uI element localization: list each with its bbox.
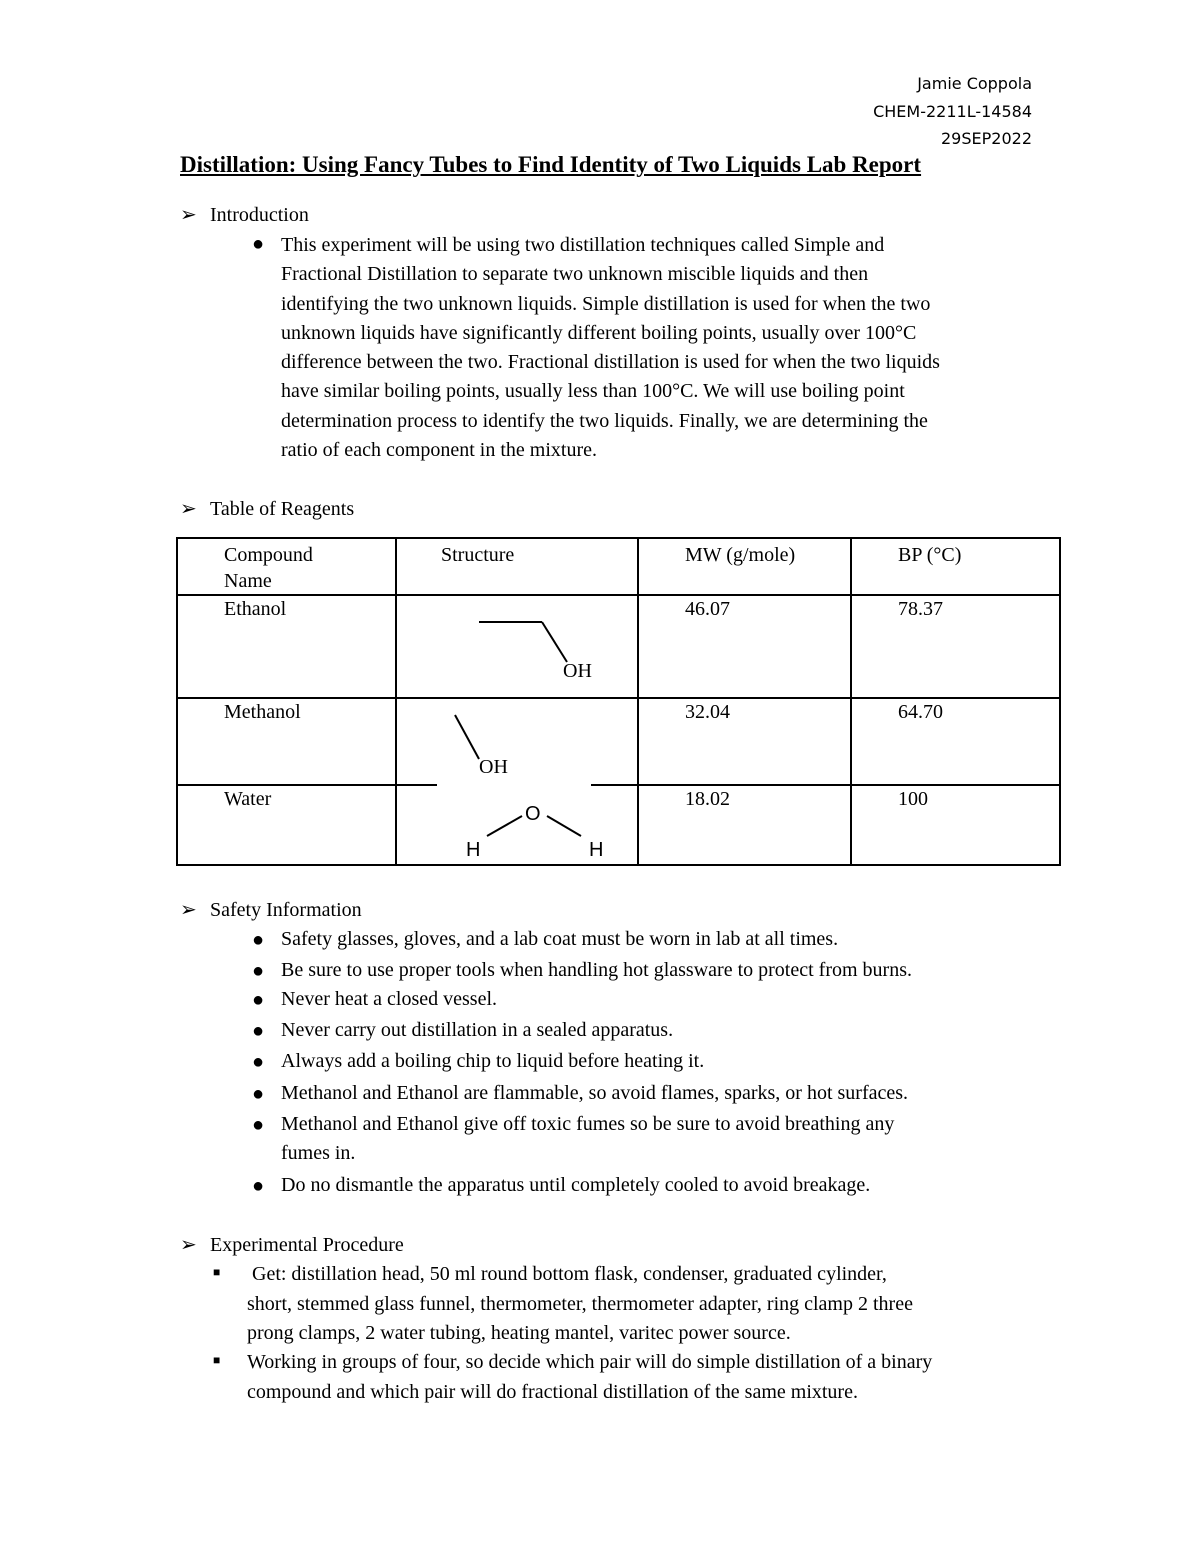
bullet-icon: ●	[252, 233, 265, 255]
procedure-item	[247, 1348, 932, 1407]
safety-item: Always add a boiling chip to liquid before heating it.	[281, 1050, 705, 1072]
procedure-item	[247, 1260, 913, 1349]
arrow-bullet-icon: ➢	[180, 498, 197, 520]
section-procedure	[180, 1232, 404, 1257]
square-bullet-icon: ■	[213, 1353, 221, 1367]
table-row	[177, 698, 1060, 785]
procedure-line: Get: distillation head, 50 ml round bottom flask, condenser, graduated cylinder,	[247, 1263, 887, 1285]
safety-item-continuation: fumes in.	[281, 1142, 356, 1164]
square-bullet-icon: ■	[213, 1265, 221, 1279]
bp-cell: 64.70	[851, 698, 1060, 785]
section-heading: Experimental Procedure	[210, 1234, 404, 1256]
intro-line: have similar boiling points, usually less than 100°C. We will use boiling point	[281, 380, 905, 403]
bullet-icon: ●	[252, 960, 265, 982]
header-cell-structure	[396, 538, 638, 595]
compound-name-cell: Water	[177, 785, 396, 865]
safety-item: Safety glasses, gloves, and a lab coat must be worn in lab at all times.	[281, 928, 839, 950]
procedure-line: prong clamps, 2 water tubing, heating mantel, varitec power source.	[247, 1322, 791, 1344]
intro-line: identifying the two unknown liquids. Simple distillation is used for when the two	[281, 292, 931, 315]
arrow-bullet-icon: ➢	[180, 1234, 197, 1256]
mw-cell: 32.04	[638, 698, 851, 785]
intro-line: Fractional Distillation to separate two unknown miscible liquids and then	[281, 263, 869, 286]
section-safety	[180, 897, 362, 922]
safety-item: Never carry out distillation in a sealed apparatus.	[281, 1019, 674, 1041]
table-row	[177, 595, 1060, 698]
header-label: Name	[224, 570, 272, 592]
section-heading: Safety Information	[210, 899, 362, 921]
header-cell-mw	[638, 538, 851, 595]
safety-item: Be sure to use proper tools when handling hot glassware to protect from burns.	[281, 959, 912, 981]
bullet-icon: ●	[252, 1020, 265, 1042]
structure-cell	[396, 785, 638, 865]
structure-cell	[396, 698, 638, 785]
hydrogen-label: H	[466, 839, 481, 861]
safety-item: Methanol and Ethanol give off toxic fumes so be sure to avoid breathing any	[281, 1113, 895, 1135]
hydrogen-label: H	[589, 839, 604, 861]
bp-cell: 100	[851, 785, 1060, 865]
intro-line: This experiment will be using two distillation techniques called Simple and	[281, 234, 885, 256]
course-code: CHEM-2211L-14584	[873, 102, 1032, 121]
procedure-line: Working in groups of four, so decide which pair will do simple distillation of a binary	[247, 1351, 933, 1373]
bullet-icon: ●	[252, 929, 265, 951]
bullet-icon: ●	[252, 1114, 265, 1136]
oh-label: OH	[479, 756, 508, 778]
table-header-row	[177, 538, 1060, 595]
reagents-table	[176, 537, 1061, 866]
intro-paragraph	[281, 231, 1071, 465]
report-date: 29SEP2022	[941, 129, 1032, 148]
oh-label: OH	[563, 660, 592, 682]
header-label: Structure	[441, 544, 515, 566]
ethanol-structure	[397, 596, 639, 699]
arrow-bullet-icon: ➢	[180, 204, 197, 226]
bullet-icon: ●	[252, 1083, 265, 1105]
mw-cell: 46.07	[638, 595, 851, 698]
arrow-bullet-icon: ➢	[180, 899, 197, 921]
header-label: Compound	[224, 544, 313, 566]
safety-item: Do no dismantle the apparatus until completely cooled to avoid breakage.	[281, 1174, 871, 1196]
bullet-icon: ●	[252, 989, 265, 1011]
author-name: Jamie Coppola	[917, 74, 1032, 93]
header-cell-compound	[177, 538, 396, 595]
header-label: BP (°C)	[898, 544, 962, 566]
intro-line: unknown liquids have significantly different boiling points, usually over 100°C	[281, 321, 917, 344]
safety-item: Never heat a closed vessel.	[281, 988, 498, 1010]
bullet-icon: ●	[252, 1051, 265, 1073]
methanol-structure	[397, 699, 639, 786]
procedure-line: short, stemmed glass funnel, thermometer, thermometer adapter, ring clamp 2 three	[247, 1292, 913, 1315]
mw-cell: 18.02	[638, 785, 851, 865]
intro-line: difference between the two. Fractional distillation is used for when the two liquids	[281, 351, 940, 374]
section-introduction	[180, 202, 309, 227]
water-structure	[397, 786, 639, 866]
section-heading: Table of Reagents	[210, 498, 355, 520]
section-reagents	[180, 496, 354, 521]
header-cell-bp	[851, 538, 1060, 595]
safety-item: Methanol and Ethanol are flammable, so avoid flames, sparks, or hot surfaces.	[281, 1082, 909, 1104]
section-heading: Introduction	[210, 204, 309, 226]
header-label: MW (g/mole)	[685, 544, 796, 566]
table-row	[177, 785, 1060, 865]
bullet-icon: ●	[252, 1175, 265, 1197]
report-title: Distillation: Using Fancy Tubes to Find Identity of Two Liquids Lab Report	[180, 152, 922, 177]
structure-cell	[396, 595, 638, 698]
compound-name-cell: Methanol	[177, 698, 396, 785]
oxygen-label: O	[525, 803, 541, 825]
procedure-line: compound and which pair will do fractional distillation of the same mixture.	[247, 1380, 858, 1403]
bp-cell: 78.37	[851, 595, 1060, 698]
intro-line: ratio of each component in the mixture.	[281, 439, 598, 462]
compound-name-cell: Ethanol	[177, 595, 396, 698]
intro-line: determination process to identify the two liquids. Finally, we are determining the	[281, 409, 928, 432]
